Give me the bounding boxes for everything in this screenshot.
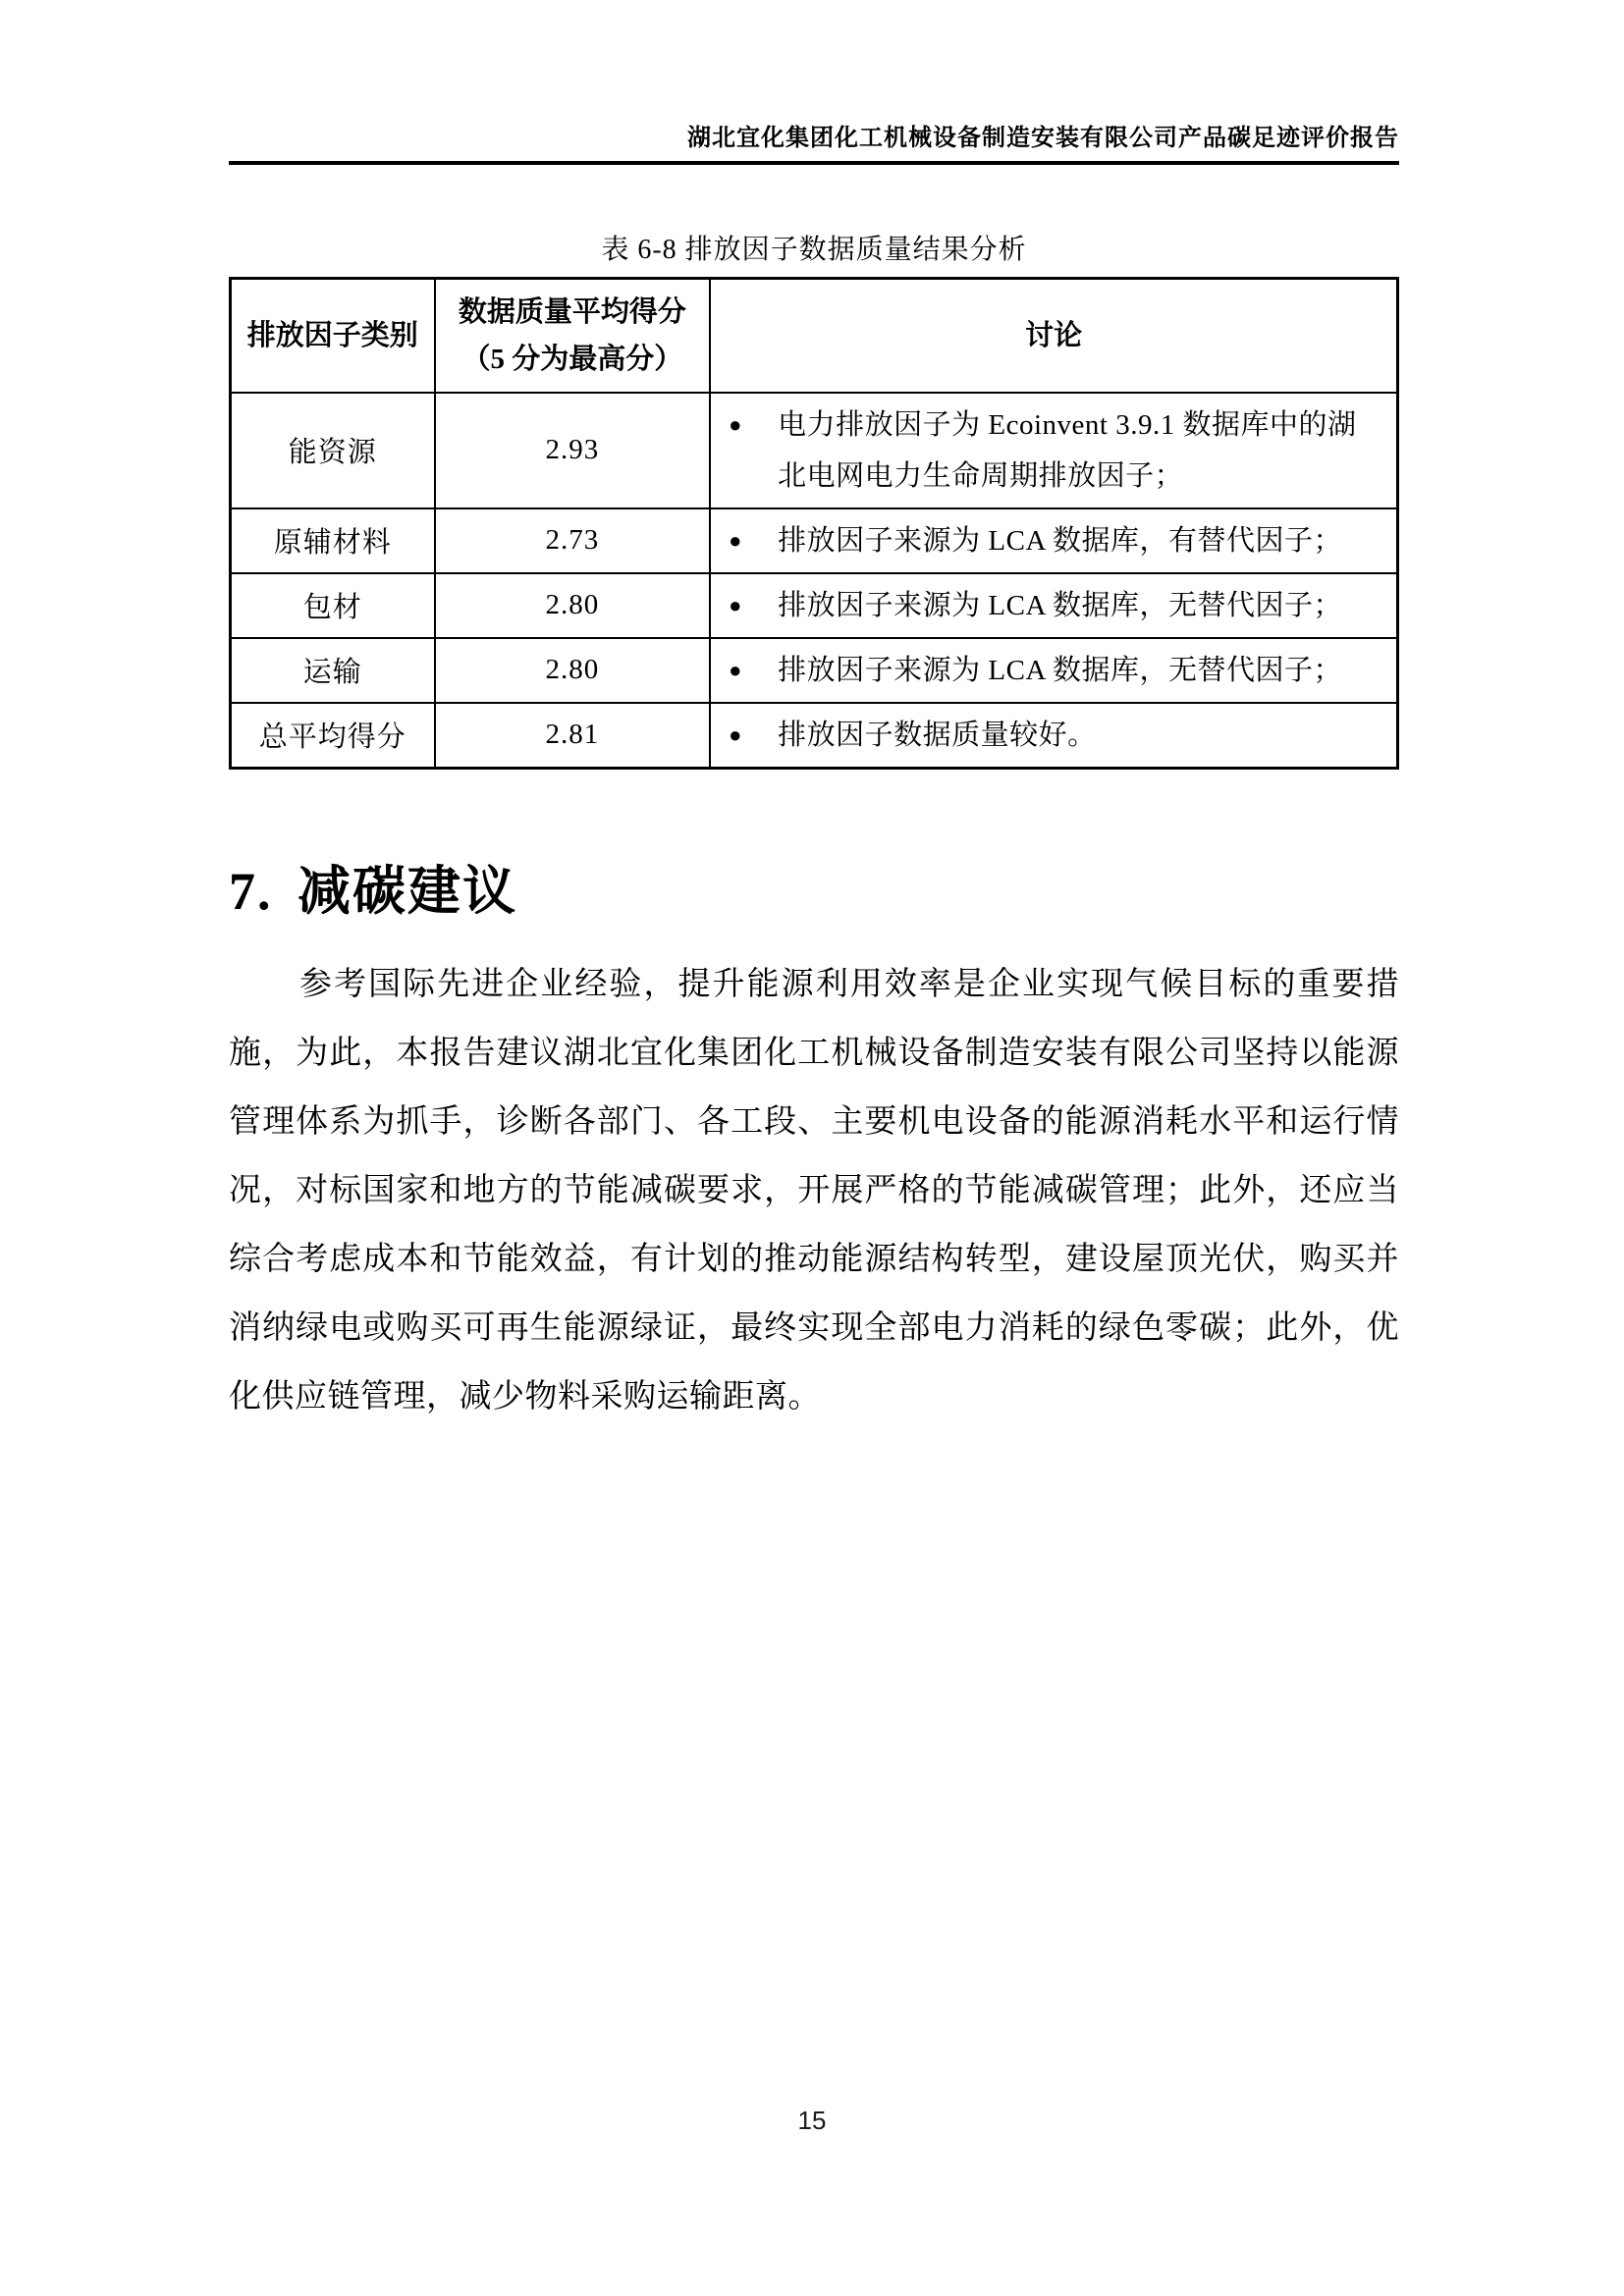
score-header-line-2: （5 分为最高分） bbox=[461, 343, 683, 375]
discussion-cell bbox=[710, 703, 1397, 769]
section-heading: 7. 减碳建议 bbox=[229, 861, 517, 921]
score-cell: 2.73 bbox=[435, 508, 711, 573]
table-row bbox=[231, 508, 1398, 573]
discussion-item bbox=[729, 710, 1382, 761]
column-header-discussion: 讨论 bbox=[710, 279, 1397, 393]
bullet-icon: ● bbox=[729, 527, 742, 553]
discussion-cell bbox=[710, 638, 1397, 703]
discussion-cell bbox=[710, 573, 1397, 638]
discussion-item bbox=[729, 515, 1382, 566]
table-row bbox=[231, 638, 1398, 703]
table-row bbox=[231, 703, 1398, 769]
score-cell: 2.93 bbox=[435, 393, 711, 508]
bullet-icon: ● bbox=[729, 411, 742, 437]
table-caption: 表 6-8 排放因子数据质量结果分析 bbox=[601, 235, 1027, 265]
score-cell: 2.81 bbox=[435, 703, 711, 769]
score-header-line-1: 数据质量平均得分 bbox=[458, 295, 686, 328]
table-header-row bbox=[231, 279, 1398, 393]
page-number: 15 bbox=[797, 2106, 827, 2135]
table-row bbox=[231, 393, 1398, 508]
category-cell: 包材 bbox=[231, 573, 435, 638]
bullet-icon: ● bbox=[729, 657, 742, 682]
discussion-cell bbox=[710, 393, 1397, 508]
score-cell: 2.80 bbox=[435, 573, 711, 638]
discussion-item bbox=[729, 580, 1382, 631]
data-quality-table bbox=[229, 277, 1399, 770]
discussion-cell bbox=[710, 508, 1397, 573]
category-cell: 原辅材料 bbox=[231, 508, 435, 573]
column-header-score bbox=[435, 279, 711, 393]
bullet-icon: ● bbox=[729, 721, 742, 747]
header-title: 湖北宜化集团化工机械设备制造安装有限公司产品碳足迹评价报告 bbox=[687, 126, 1399, 151]
table-row bbox=[231, 573, 1398, 638]
body-paragraph: 参考国际先进企业经验，提升能源利用效率是企业实现气候目标的重要措施，为此，本报告建议湖北宜化集团化工机械设备制造安装有限公司坚持以能源管理体系为抓手，诊断各部门、各工段、主要机电设备的能源消耗水平和运行情况，对标国家和地方的节能减碳要求，开展严格的节能减碳管理；此外，还应当综合考虑成本和节能效益，有计划的推动能源结构转型，建设屋顶光伏，购买并消纳绿电或购买可再生能源绿证，最终实现全部电力消耗的绿色零碳；此外，优化供应链管理，减少物料采购运输距离。 bbox=[229, 966, 1399, 1415]
discussion-text: 排放因子来源为 LCA 数据库，无替代因子； bbox=[778, 654, 1343, 686]
page-header bbox=[229, 0, 1399, 165]
discussion-text: 电力排放因子为 Ecoinvent 3.9.1 数据库中的湖北电网电力生命周期排放因子； bbox=[778, 408, 1357, 492]
category-cell: 运输 bbox=[231, 638, 435, 703]
discussion-text: 排放因子来源为 LCA 数据库，有替代因子； bbox=[778, 524, 1343, 557]
discussion-text: 排放因子来源为 LCA 数据库，无替代因子； bbox=[778, 589, 1343, 621]
score-cell: 2.80 bbox=[435, 638, 711, 703]
discussion-text: 排放因子数据质量较好。 bbox=[778, 719, 1097, 751]
discussion-item bbox=[729, 400, 1382, 502]
category-cell: 能资源 bbox=[231, 393, 435, 508]
bullet-icon: ● bbox=[729, 592, 742, 617]
discussion-item bbox=[729, 645, 1382, 696]
column-header-category: 排放因子类别 bbox=[231, 279, 435, 393]
category-cell: 总平均得分 bbox=[231, 703, 435, 769]
